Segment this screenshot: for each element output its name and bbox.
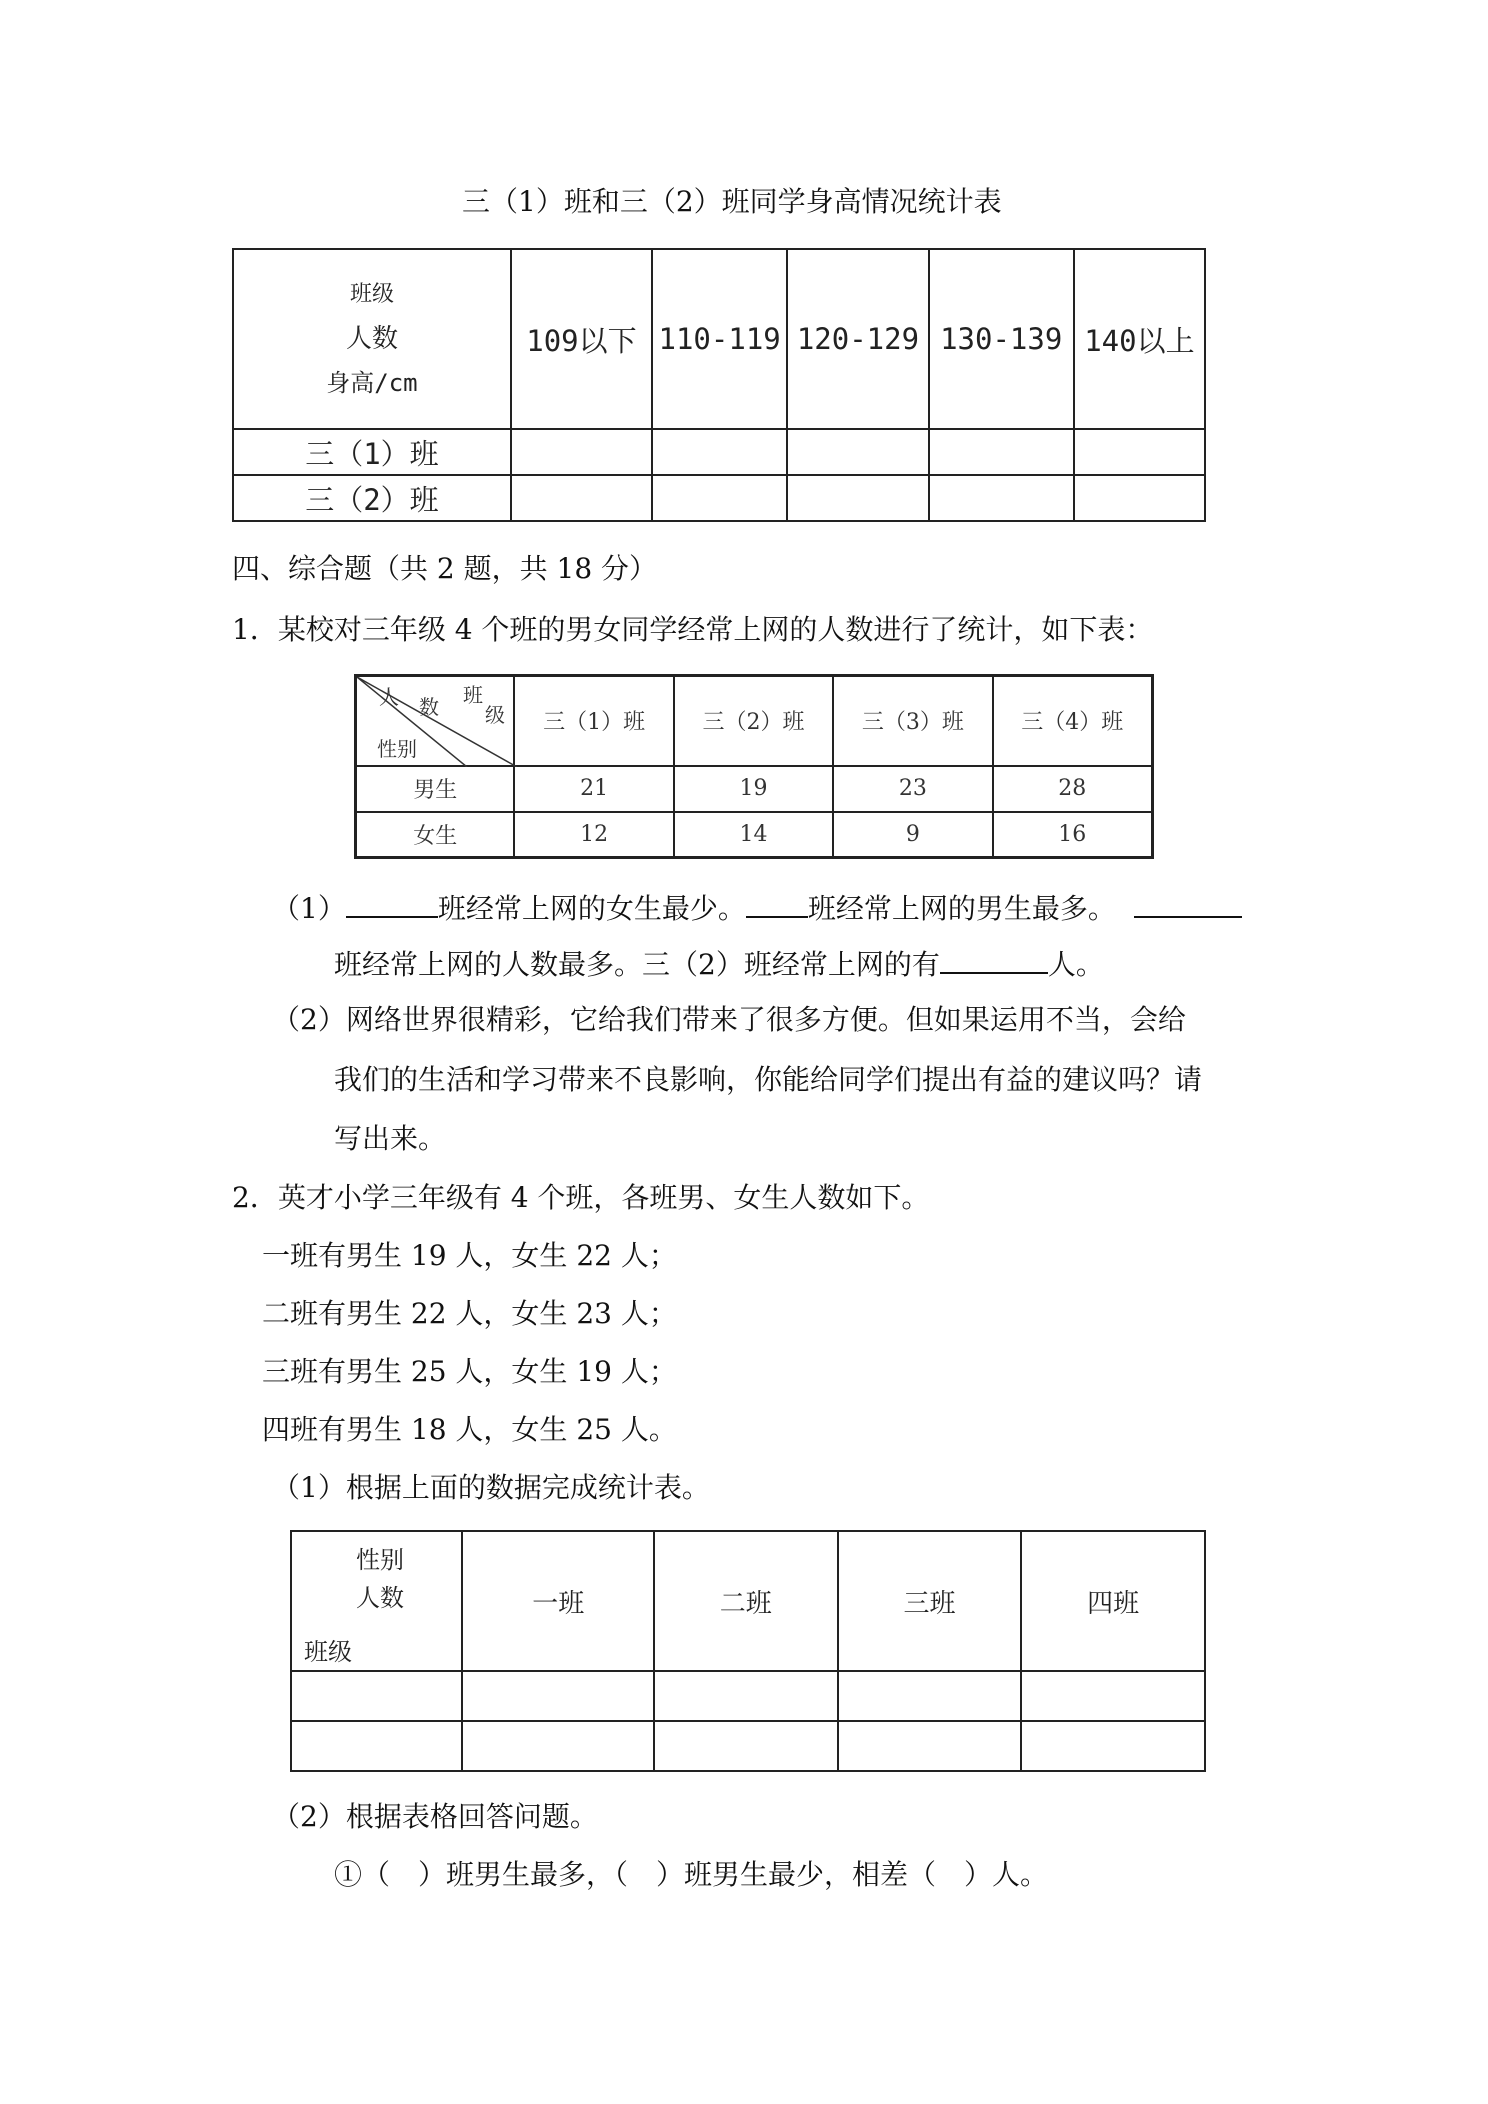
q2-header-count: 人数: [356, 1584, 404, 1612]
table1-header-count: 人数: [345, 324, 398, 354]
q1-intro: 1．某校对三年级 4 个班的男女同学经常上网的人数进行了统计，如下表：: [232, 613, 1154, 646]
table1-row-label: 三（2）班: [233, 475, 511, 521]
table1-cell[interactable]: [929, 429, 1074, 475]
q1-cell: 21: [514, 766, 673, 812]
q1-cell: 16: [993, 812, 1153, 858]
q2-col-header: 二班: [654, 1531, 838, 1671]
table1-col-header: 120-129: [787, 249, 928, 429]
table1-header-height: 身高/cm: [326, 369, 418, 397]
q2-col-header: 三班: [838, 1531, 1022, 1671]
q2-cell[interactable]: [654, 1671, 838, 1721]
q2-sub2-item: ①（ ）班男生最多，（ ）班男生最少，相差（ ）人。: [334, 1858, 1049, 1891]
table1-cell[interactable]: [511, 429, 652, 475]
q1-cell: 23: [833, 766, 992, 812]
q2-header-class: 班级: [304, 1638, 352, 1666]
q1-corner-cell: [356, 676, 515, 766]
q2-sub2: （2）根据表格回答问题。: [272, 1800, 598, 1833]
q2-cell[interactable]: [291, 1721, 462, 1771]
corner-label-shu: 数: [419, 695, 439, 719]
q2-header-cell: [291, 1531, 462, 1671]
answer-blank[interactable]: [940, 942, 1048, 974]
q2-cell[interactable]: [654, 1721, 838, 1771]
q2-data-line: 二班有男生 22 人，女生 23 人；: [262, 1297, 677, 1330]
table1-header-cell: [233, 249, 511, 429]
q1-col-header: 三（4）班: [993, 676, 1153, 766]
q1-cell: 12: [514, 812, 673, 858]
q2-intro: 2．英才小学三年级有 4 个班，各班男、女生人数如下。: [232, 1181, 930, 1214]
table1-row-label: 三（1）班: [233, 429, 511, 475]
answer-blank[interactable]: [746, 886, 808, 918]
table1-cell[interactable]: [511, 475, 652, 521]
q1-sub1-text-b: 班经常上网的男生最多。: [807, 892, 1116, 925]
table1-col-header: 140以上: [1074, 249, 1205, 429]
table1-cell[interactable]: [1074, 475, 1205, 521]
q2-col-header: 一班: [462, 1531, 654, 1671]
q2-cell[interactable]: [462, 1721, 654, 1771]
q1-sub1-number: （1）: [272, 892, 346, 925]
table1-col-header: 109以下: [511, 249, 652, 429]
corner-label-ren: 人: [379, 685, 399, 709]
q2-cell[interactable]: [291, 1671, 462, 1721]
table1-cell[interactable]: [1074, 429, 1205, 475]
corner-label-gender: 性别: [377, 737, 417, 761]
corner-label-ban: 班: [463, 683, 483, 707]
table1-cell[interactable]: [652, 429, 787, 475]
q1-sub1-text-a: 班经常上网的女生最少。: [437, 892, 746, 925]
q1-sub2-line1: （2）网络世界很精彩，它给我们带来了很多方便。但如果运用不当，会给: [272, 1003, 1186, 1036]
table1-cell[interactable]: [652, 475, 787, 521]
q1-sub2-line3: 写出来。: [334, 1122, 447, 1155]
q2-cell[interactable]: [838, 1671, 1022, 1721]
q2-col-header: 四班: [1021, 1531, 1205, 1671]
q1-cell: 19: [674, 766, 833, 812]
gender-count-table: [290, 1530, 1206, 1772]
table1-col-header: 110-119: [652, 249, 787, 429]
table1-cell[interactable]: [787, 429, 928, 475]
q1-cell: 28: [993, 766, 1153, 812]
q2-cell[interactable]: [462, 1671, 654, 1721]
q1-sub1-text-d: 人。: [1047, 948, 1104, 981]
q2-sub1: （1）根据上面的数据完成统计表。: [272, 1471, 710, 1504]
q1-row-label: 男生: [356, 766, 515, 812]
q2-data-line: 三班有男生 25 人，女生 19 人；: [262, 1355, 677, 1388]
q1-sub1-text-c: 班经常上网的人数最多。三（2）班经常上网的有: [334, 948, 940, 981]
table1-cell[interactable]: [787, 475, 928, 521]
q2-data-line: 一班有男生 19 人，女生 22 人；: [262, 1239, 677, 1272]
answer-blank[interactable]: [346, 886, 438, 918]
table1-col-header: 130-139: [929, 249, 1074, 429]
corner-label-ji: 级: [485, 703, 505, 727]
table1-title: 三（1）班和三（2）班同学身高情况统计表: [462, 185, 1002, 218]
q2-cell[interactable]: [1021, 1671, 1205, 1721]
q2-data-line: 四班有男生 18 人，女生 25 人。: [262, 1413, 677, 1446]
q1-sub2-line2: 我们的生活和学习带来不良影响，你能给同学们提出有益的建议吗？请: [334, 1063, 1203, 1096]
q2-header-gender: 性别: [356, 1546, 404, 1574]
table1-header-class: 班级: [349, 282, 394, 307]
q1-row-label: 女生: [356, 812, 515, 858]
q1-col-header: 三（1）班: [514, 676, 673, 766]
q1-col-header: 三（2）班: [674, 676, 833, 766]
answer-blank[interactable]: [1134, 886, 1242, 918]
q2-cell[interactable]: [838, 1721, 1022, 1771]
height-stats-table: [232, 248, 1206, 522]
internet-usage-table: [354, 674, 1154, 859]
q2-cell[interactable]: [1021, 1721, 1205, 1771]
q1-cell: 9: [833, 812, 992, 858]
section-heading: 四、综合题（共 2 题，共 18 分）: [232, 552, 658, 585]
table1-cell[interactable]: [929, 475, 1074, 521]
q1-cell: 14: [674, 812, 833, 858]
q1-col-header: 三（3）班: [833, 676, 992, 766]
q1-sub1-line2: [334, 942, 1104, 985]
q1-sub1-line1: [272, 886, 1242, 929]
